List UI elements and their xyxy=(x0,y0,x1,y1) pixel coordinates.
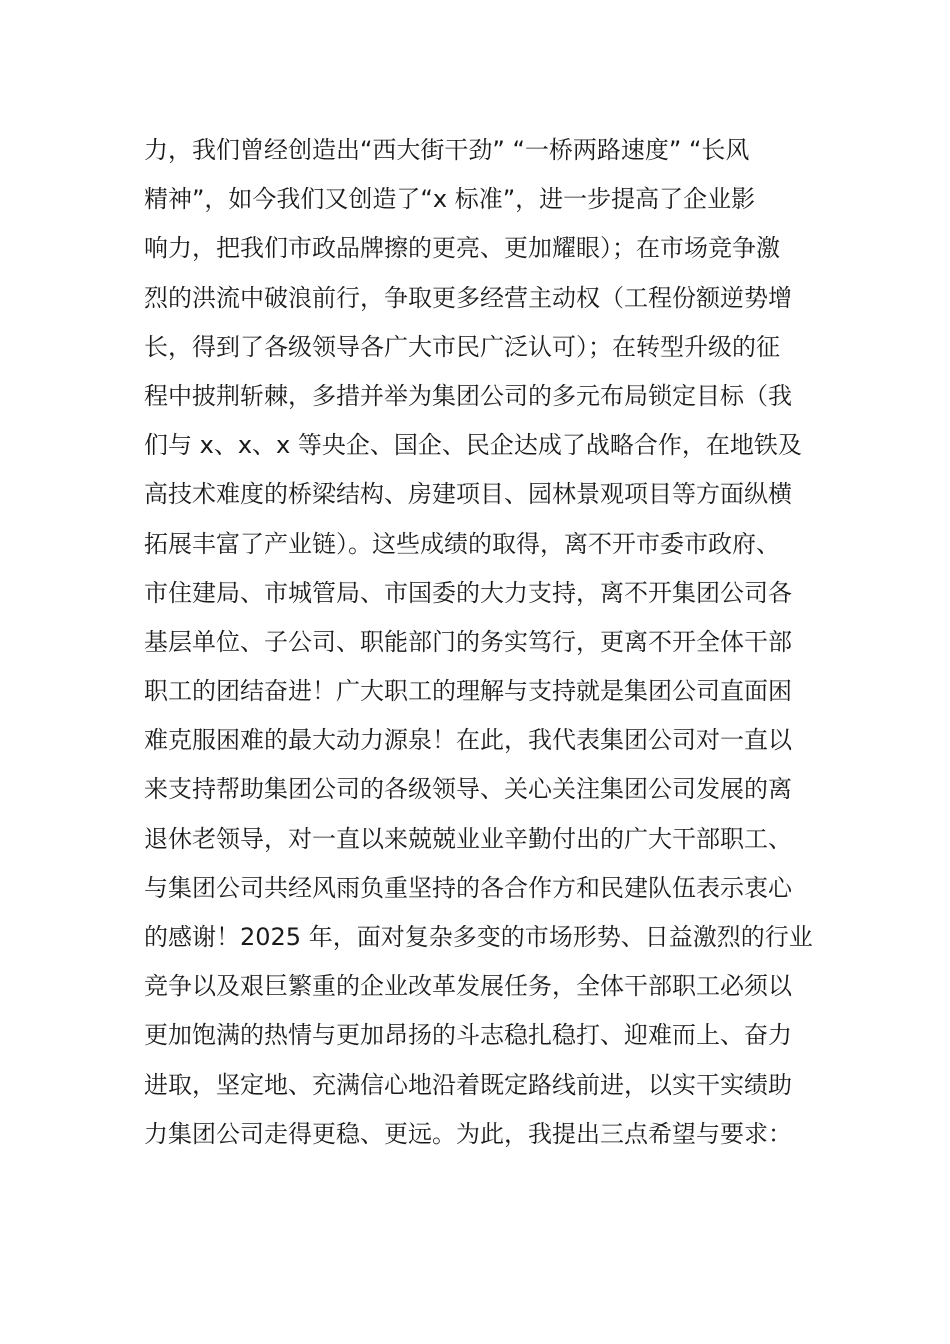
text-line: 力，我们曾经创造出“西大街干劲” “一桥两路速度” “长风 xyxy=(144,136,750,164)
text-line: 力集团公司走得更稳、更远。为此，我提出三点希望与要求： xyxy=(144,1119,792,1148)
text-line: 进取，坚定地、充满信心地沿着既定路线前进，以实干实绩助 xyxy=(144,1070,792,1099)
text-line: 职工的团结奋进！广大职工的理解与支持就是集团公司直面困 xyxy=(144,677,792,706)
text-line: 竞争以及艰巨繁重的企业改革发展任务，全体干部职工必须以 xyxy=(144,972,792,1001)
text-line: 基层单位、子公司、职能部门的务实笃行，更离不开全体干部 xyxy=(144,627,792,656)
text-line: 退休老领导，对一直以来兢兢业业辛勤付出的广大干部职工、 xyxy=(144,824,792,853)
text-line: 拓展丰富了产业链）。这些成绩的取得，离不开市委市政府、 xyxy=(144,529,780,558)
text-line: 高技术难度的桥梁结构、房建项目、园林景观项目等方面纵横 xyxy=(144,480,792,509)
text-line: 长，得到了各级领导各广大市民广泛认可）；在转型升级的征 xyxy=(144,332,780,361)
text-line: 响力，把我们市政品牌擦的更亮、更加耀眼）；在市场竞争激 xyxy=(144,234,780,263)
body-paragraph xyxy=(144,126,814,1159)
text-line: 程中披荆斩棘，多措并举为集团公司的多元布局锁定目标（我 xyxy=(144,381,792,410)
text-line: 与集团公司共经风雨负重坚持的各合作方和民建队伍表示衷心 xyxy=(144,873,792,902)
text-line: 更加饱满的热情与更加昂扬的斗志稳扎稳打、迎难而上、奋力 xyxy=(144,1021,792,1050)
text-line: 们与 x、x、x 等央企、国企、民企达成了战略合作，在地铁及 xyxy=(144,431,802,460)
text-line: 精神”，如今我们又创造了“x 标准”，进一步提高了企业影 xyxy=(144,185,756,214)
text-line: 难克服困难的最大动力源泉！在此，我代表集团公司对一直以 xyxy=(144,726,792,755)
text-line: 来支持帮助集团公司的各级领导、关心关注集团公司发展的离 xyxy=(144,775,792,804)
text-line: 市住建局、市城管局、市国委的大力支持，离不开集团公司各 xyxy=(144,578,792,607)
text-line: 的感谢！2025 年，面对复杂多变的市场形势、日益激烈的行业 xyxy=(144,923,813,951)
text-line: 烈的洪流中破浪前行，争取更多经营主动权（工程份额逆势增 xyxy=(144,283,792,312)
